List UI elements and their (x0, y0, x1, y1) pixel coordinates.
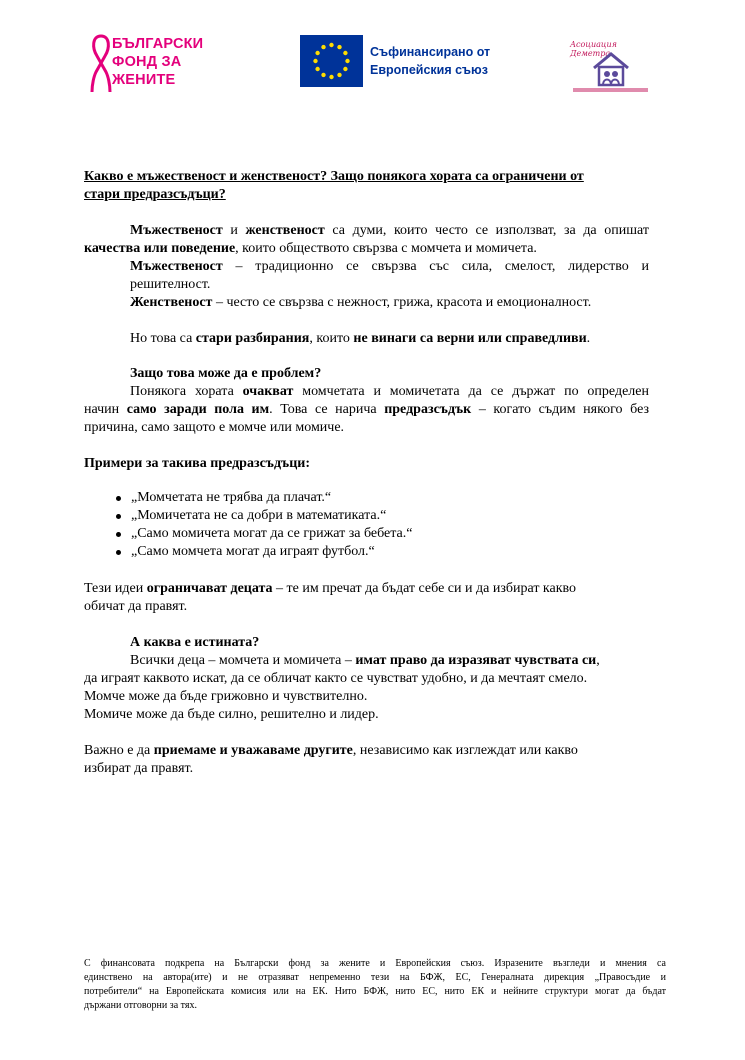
truth-heading: А каква е истината? (130, 635, 260, 650)
limits-line-2: обичат да правят. (84, 599, 188, 614)
problem-heading: Защо това може да е проблем? (130, 366, 322, 381)
list-item: „Момчетата не трябва да плачат.“ (131, 490, 332, 505)
list-item: „Момичетата не са добри в математиката.“ (131, 508, 387, 523)
old-views-line: Но това са стари разбирания, които не винаги са верни или справедливи. (130, 331, 591, 346)
masculinity-line-2: решителност. (130, 277, 211, 292)
truth-line-4: Момиче може да бъде силно, решително и лидер. (84, 707, 379, 722)
house-icon (590, 50, 632, 88)
list-item: „Само момичета могат да се грижат за бебета.“ (131, 526, 413, 541)
eu-logo-text: Съфинансирано от Европейския съюз (370, 45, 491, 77)
bullet-icon (116, 550, 121, 555)
eu-flag-icon (300, 35, 363, 87)
truth-line-1: Всички деца – момчета и момичета – имат право да изразяват чувствата си, (130, 653, 600, 668)
bfj-logo (88, 32, 238, 96)
list-item: „Само момчета могат да играят футбол.“ (131, 544, 375, 559)
bullet-icon (116, 496, 121, 501)
truth-line-2: да играят каквото искат, да се обличат както се чувстват удобно, и да мечтаят смело. (84, 671, 588, 686)
page-title: Какво е мъжественост и женственост? Защо понякога хората са ограничени от стари предразсъдъци? (84, 169, 584, 202)
examples-heading: Примери за такива предразсъдъци: (84, 456, 311, 471)
bullet-icon (116, 514, 121, 519)
masculinity-line: Мъжественост – традиционно се свързва със сила, смелост, лидерство и (130, 259, 649, 274)
respect-line-2: избират да правят. (84, 761, 194, 776)
ribbon-icon (88, 32, 114, 96)
association-logo (568, 38, 654, 98)
limits-line-1: Тези идеи ограничават децата – те им пречат да бъдат себе си и да избират какво (84, 581, 577, 596)
problem-line-1: Понякога хората очакват момчетата и момичетата да се държат по определен (130, 384, 649, 399)
problem-line-3: причина, само защото е момче или момиче. (84, 420, 345, 435)
intro-line-2: качества или поведение, които обществото свързва с момчета и момичета. (84, 241, 537, 256)
intro-line-1: Мъжественост и женственост са думи, които често се използват, за да опишат (130, 223, 649, 238)
respect-line-1: Важно е да приемаме и уважаваме другите, независимо как изглеждат или какво (84, 743, 578, 758)
problem-line-2: начин само заради пола им. Това се нарича предразсъдък – когато съдим някого без (84, 402, 649, 417)
femininity-line: Женственост – често се свързва с нежност, грижа, красота и емоционалност. (130, 295, 592, 310)
logo-divider (573, 88, 648, 92)
bfj-logo-text: БЪЛГАРСКИ ФОНД ЗА ЖЕНИТЕ (112, 36, 204, 88)
bullet-icon (116, 532, 121, 537)
association-logo-text: Асоциация Деметра (570, 40, 617, 58)
eu-logo (300, 35, 515, 87)
funding-disclaimer: С финансовата подкрепа на Български фонд за жените и Европейския съюз. Изразените възгледи и мнения са единствено на автора(ите) и не отразяват непременно тези на БФЖ, ЕС, Генералната дирекция „Правосъдие и потребители“ на Европейската комисия или на ЕК. Нито БФЖ, нито ЕС, нито ЕК и нейните структури могат да бъдат държани отговорни за тях. (84, 958, 666, 1011)
truth-line-3: Момче може да бъде грижовно и чувствително. (84, 689, 368, 704)
